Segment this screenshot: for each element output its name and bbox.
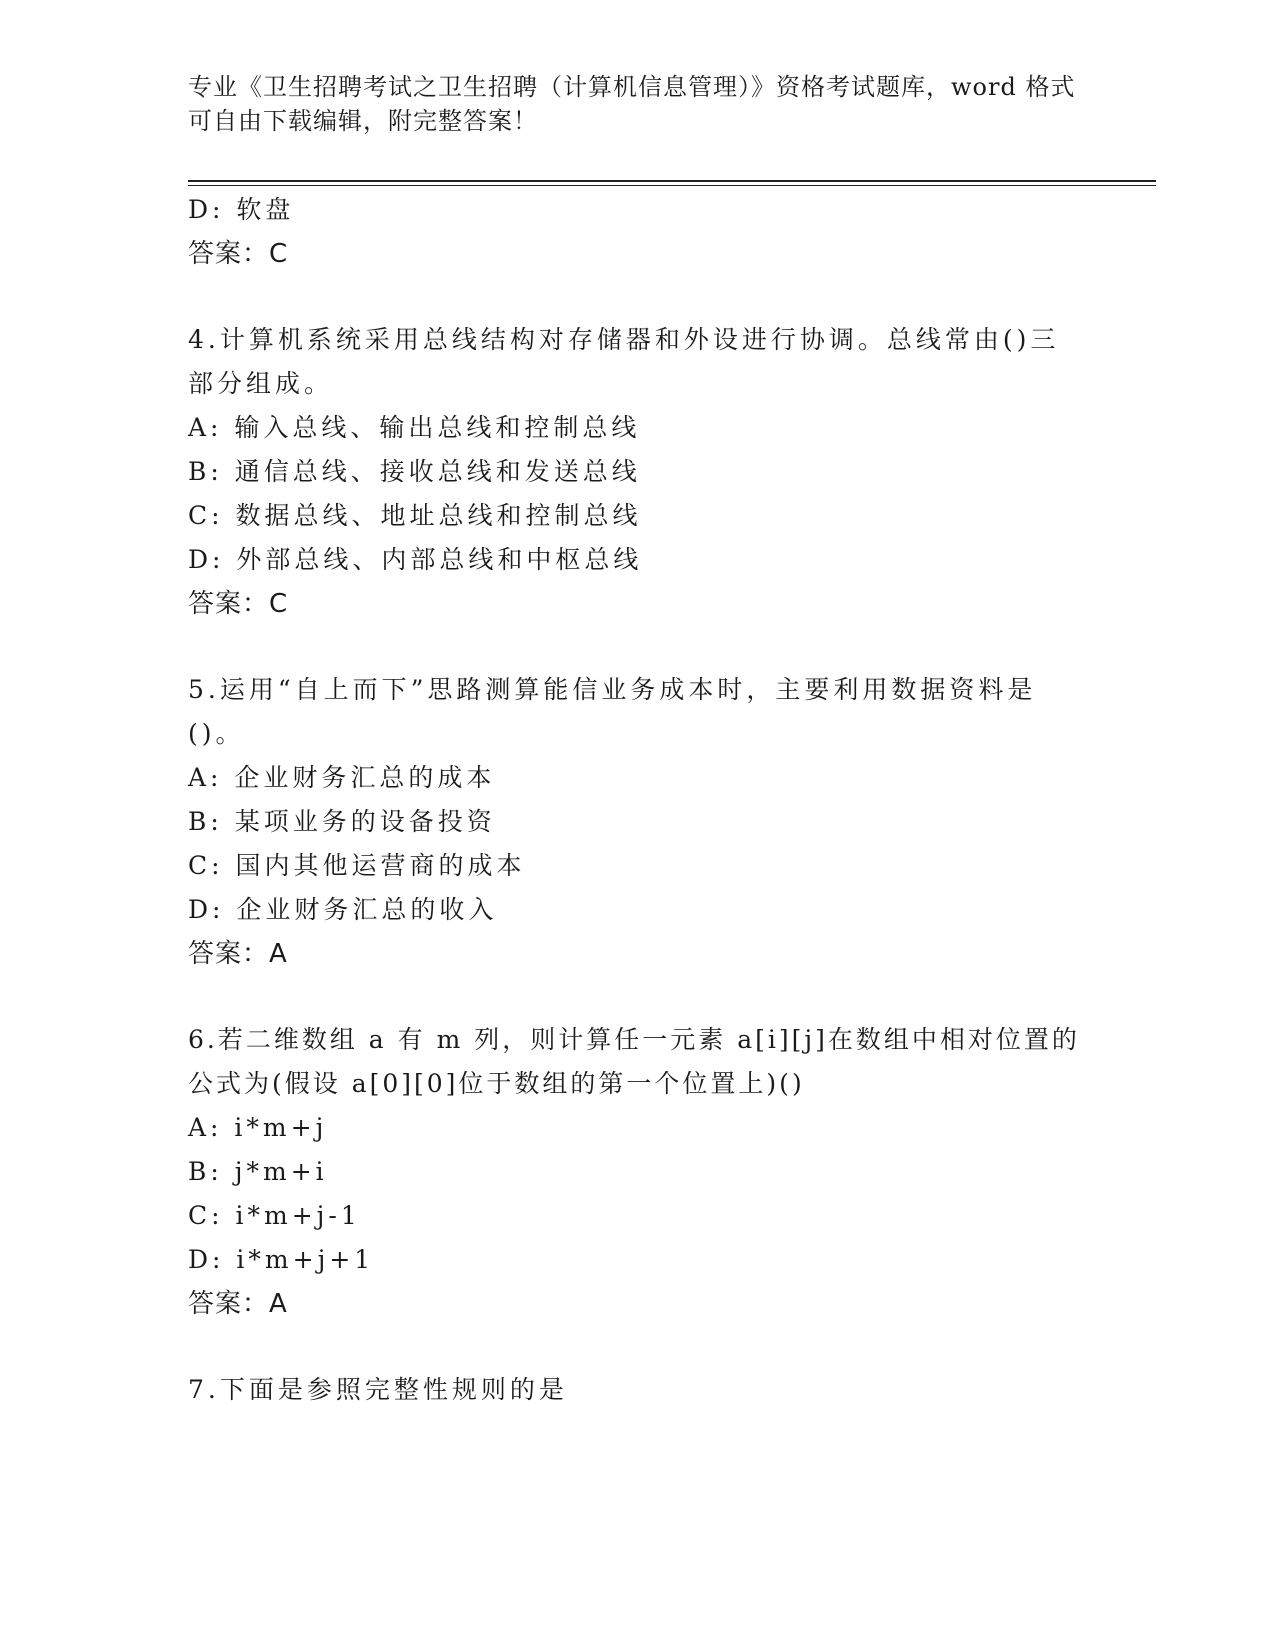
q5-option-d: D: 企业财务汇总的收入 [188,895,498,924]
q4-option-d: D: 外部总线、内部总线和中枢总线 [188,545,643,574]
prev-answer: 答案：C [188,239,289,269]
q4-option-c: C: 数据总线、地址总线和控制总线 [188,501,642,530]
prev-option-d: D: 软盘 [188,195,295,224]
q6-stem-line-1: 6.若二维数组 a 有 m 列，则计算任一元素 a[i][j]在数组中相对位置的 [188,1025,1080,1054]
q5-stem-line-2: ()。 [188,719,245,748]
q6-option-b: B: j*m+i [188,1157,328,1186]
q6-option-d: D: i*m+j+1 [188,1245,375,1274]
q6-option-a: A: i*m+j [188,1113,328,1142]
q6-answer: 答案：A [188,1289,288,1319]
q4-stem-line-1: 4.计算机系统采用总线结构对存储器和外设进行协调。总线常由()三 [188,325,1060,354]
q4-answer: 答案：C [188,589,289,619]
header-line-1: 专业《卫生招聘考试之卫生招聘（计算机信息管理）》资格考试题库，word 格式 [188,73,1076,101]
header-divider-thin [188,185,1156,186]
document-header [188,70,1088,138]
q5-answer: 答案：A [188,939,288,969]
q7-stem-line-1: 7.下面是参照完整性规则的是 [188,1375,568,1404]
q6-stem-line-2: 公式为(假设 a[0][0]位于数组的第一个位置上)() [188,1069,805,1098]
q5-option-c: C: 国内其他运营商的成本 [188,851,526,880]
q4-option-b: B: 通信总线、接收总线和发送总线 [188,457,641,486]
q5-option-a: A: 企业财务汇总的成本 [188,763,496,792]
q6-option-c: C: i*m+j-1 [188,1201,361,1230]
q4-option-a: A: 输入总线、输出总线和控制总线 [188,413,641,442]
header-line-2: 可自由下载编辑，附完整答案！ [188,107,538,135]
q4-stem-line-2: 部分组成。 [188,369,334,398]
q5-stem-line-1: 5.运用“自上而下”思路测算能信业务成本时，主要利用数据资料是 [188,675,1037,704]
header-divider-thick [188,180,1156,182]
q5-option-b: B: 某项业务的设备投资 [188,807,496,836]
